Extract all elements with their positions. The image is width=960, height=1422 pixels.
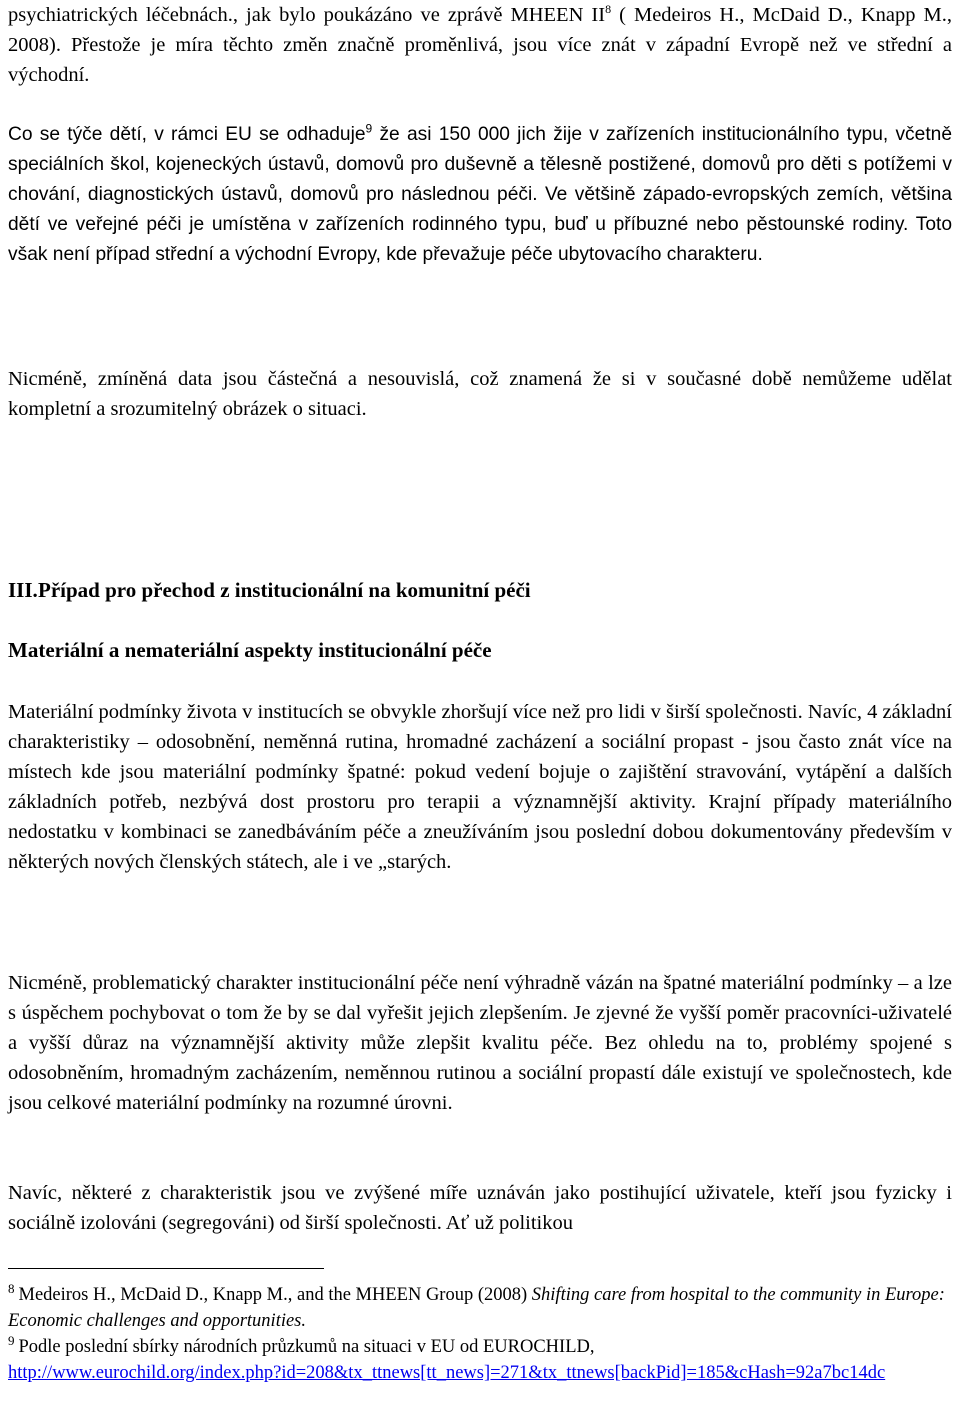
section-title: Případ pro přechod z institucionální na komunitní péči [38,578,531,602]
paragraph-problematic-character: Nicméně, problematický charakter institucionální péče není výhradně vázán na špatné materiální podmínky – a lze s úspěchem pochybovat o tom že by se dal vyřešit jejich zlepšením. Je zjevné že vyšší poměr pracovníci-uživatelé a vyšší důraz na významnější aktivity může zlepšit kvalitu péče. Bez ohledu na to, problémy spojené s odosobněním, hromadným zacházením, neměnnou rutinou a sociální propastí dále existují ve společnostech, kde jsou celkové materiální podmínky na rozumné úrovni. [8,972,952,1114]
paragraph-text: že asi 150 000 jich žije v zařízeních institucionálního typu, včetně speciálních škol, kojeneckých ústavů, domovů pro duševně a tělesně postižené, domovů pro děti s potížemi v chování, diagnostických ústavů, domovů pro následnou péči. Ve většině západo-evropských zemích, většina dětí ve veřejné péči je umístěna v zařízeních rodinného typu, buď u příbuzné nebo pěstounské rodiny. Toto však není případ střední a východní Evropy, kde převažuje péče ubytovacího charakteru. [8,124,952,265]
paragraph-data-note: Nicméně, zmíněná data jsou částečná a nesouvislá, což znamená že si v současné době nemůžeme udělat kompletní a srozumitelný obrázek o situaci. [8,368,952,420]
footnote-title: Shifting care from hospital to the community in Europe: Economic challenges and opportunities. [8,1285,945,1331]
section-number: III. [8,578,38,602]
footnote-9 [8,1334,952,1386]
footnotes [8,1282,952,1386]
section-heading [8,575,531,605]
subheading: Materiální a nemateriální aspekty institucionální péče [8,638,492,662]
paragraph-text: ( Medeiros H., McDaid D., Knapp M., 2008). Přestože je míra těchto změn značně proměnlivá, jsou více znát v západní Evropě než ve střední a východní. [8,4,952,86]
paragraph-material-conditions: Materiální podmínky života v institucích se obvykle zhoršují více než pro lidi v širší společnosti. Navíc, 4 základní charakteristiky – odosobnění, neměnná rutina, hromadné zacházení a sociální propast - jsou často znát více na místech kde jsou materiální podmínky špatné: pokud vedení bojuje o zajištění stravování, vytápění a dalších základních potřeb, nezbývá dost prostoru pro terapii a významnější aktivity. Krajní případy materiálního nedostatku v kombinaci se zanedbáváním péče a zneužíváním jsou poslední dobou dokumentovány především v některých nových členských státech, ale i ve „starých. [8,701,952,873]
footnote-number: 8 [8,1280,15,1296]
footnote-number: 9 [8,1332,15,1348]
footnote-ref-9[interactable]: 9 [365,121,373,136]
footnote-text: Medeiros H., McDaid D., Knapp M., and the MHEEN Group (2008) [18,1285,532,1305]
footnote-separator [8,1268,324,1269]
paragraph-children [8,120,952,270]
eurochild-link[interactable]: http://www.eurochild.org/index.php?id=208&tx_ttnews[tt_news]=271&tx_ttnews[backPid]=185&cHash=92a7bc14dc [8,1363,886,1383]
footnote-8 [8,1282,952,1334]
paragraph-characteristics: Navíc, některé z charakteristik jsou ve zvýšené míře uznáván jako postihující uživatele, kteří jsou fyzicky i sociálně izolováni (segregováni) od širší společnosti. Ať už politikou [8,1182,952,1234]
paragraph-text: psychiatrických léčebnách., jak bylo poukázáno ve zprávě MHEEN II [8,4,606,26]
paragraph-continuation [8,0,952,90]
footnote-ref-8[interactable]: 8 [605,2,612,17]
paragraph-text: Co se týče dětí, v rámci EU se odhaduje [8,124,366,145]
footnote-text: Podle poslední sbírky národních průzkumů na situaci v EU od EUROCHILD, [18,1337,595,1357]
